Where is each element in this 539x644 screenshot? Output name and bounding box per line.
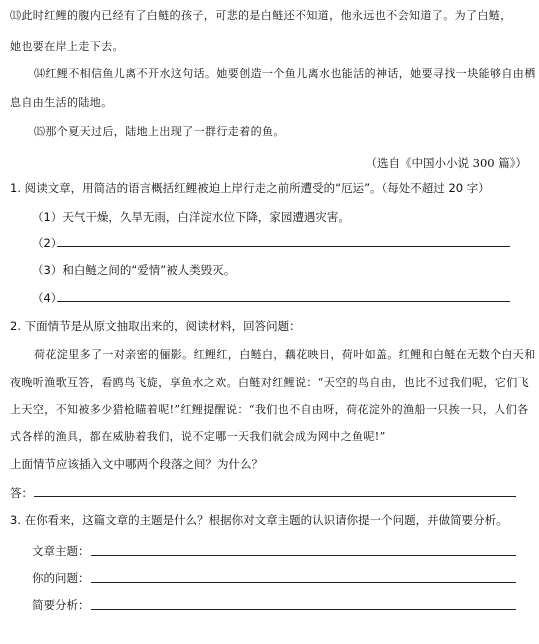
- question-3-question-answer-line[interactable]: [91, 582, 516, 583]
- source-citation: （选自《中国小小说 300 篇》）: [365, 156, 527, 170]
- question-2-stem: 2. 下面情节是从原文抽取出来的，阅读材料，回答问题：: [10, 319, 301, 333]
- question-3-theme-answer-line[interactable]: [91, 555, 516, 556]
- question-1-item-4-answer-line[interactable]: [57, 301, 510, 302]
- question-1-stem: 1. 阅读文章，用简洁的语言概括红鲤被迫上岸行走之前所遭受的“厄运”。（每处不超过 20 字）: [10, 181, 490, 195]
- question-3-question-label: 你的问题：: [32, 571, 90, 585]
- question-1-item-2-label: （2）: [32, 236, 63, 250]
- question-1-item-3: （3）和白鲢之间的“爱情”被人类毁灭。: [32, 263, 236, 277]
- paragraph-13-line-1: ⒀此时红鲤的腹内已经有了白鲢的孩子，可悲的是白鲢还不知道，他永远也不会知道了。为了白鲢，: [10, 9, 512, 22]
- question-1-item-4-label: （4）: [32, 291, 63, 305]
- paragraph-14-line-1: ⒁红鲤不相信鱼儿离不开水这句话。她要创造一个鱼儿离水也能活的神话，她要寻找一块能够自由栖: [34, 67, 536, 80]
- question-2-excerpt-line-2: 夜晚听渔歌互答，看鸥鸟飞旋，享鱼水之欢。白鲢对红鲤说：“天空的鸟自由，也比不过我们呢，它们飞: [10, 376, 530, 389]
- paragraph-15: ⒂那个夏天过后，陆地上出现了一群行走着的鱼。: [34, 125, 285, 138]
- question-1-item-2-answer-line[interactable]: [57, 246, 510, 247]
- question-2-answer-label: 答：: [10, 486, 33, 500]
- question-2-answer-line[interactable]: [34, 496, 516, 497]
- paragraph-14-line-2: 息自由生活的陆地。: [10, 96, 113, 109]
- question-2-excerpt-line-4: 式各样的渔具，都在威胁着我们，说不定哪一天我们就会成为网中之鱼呢!”: [10, 430, 386, 443]
- question-1-item-1: （1）天气干燥，久旱无雨，白洋淀水位下降，家园遭遇灾害。: [32, 210, 350, 224]
- question-3-analysis-answer-line[interactable]: [91, 609, 516, 610]
- question-3-theme-label: 文章主题：: [32, 544, 90, 558]
- question-2-prompt: 上面情节应该插入文中哪两个段落之间？为什么？: [10, 457, 263, 471]
- question-2-excerpt-line-1: 荷花淀里多了一对亲密的俪影。红鲤红，白鲢白，藕花映日，荷叶如盖。红鲤和白鲢在无数个白天和: [34, 348, 536, 361]
- question-2-excerpt-line-3: 上天空，不知被多少猎枪瞄着呢!”红鲤提醒说：“我们也不自由呀，荷花淀外的渔船一只挨一只，人们各: [10, 403, 529, 416]
- paragraph-13-line-2: 她也要在岸上走下去。: [10, 40, 124, 53]
- question-3-stem: 3. 在你看来，这篇文章的主题是什么？根据你对文章主题的认识请你提一个问题，并做简要分析。: [10, 513, 508, 527]
- question-3-analysis-label: 简要分析：: [32, 598, 90, 612]
